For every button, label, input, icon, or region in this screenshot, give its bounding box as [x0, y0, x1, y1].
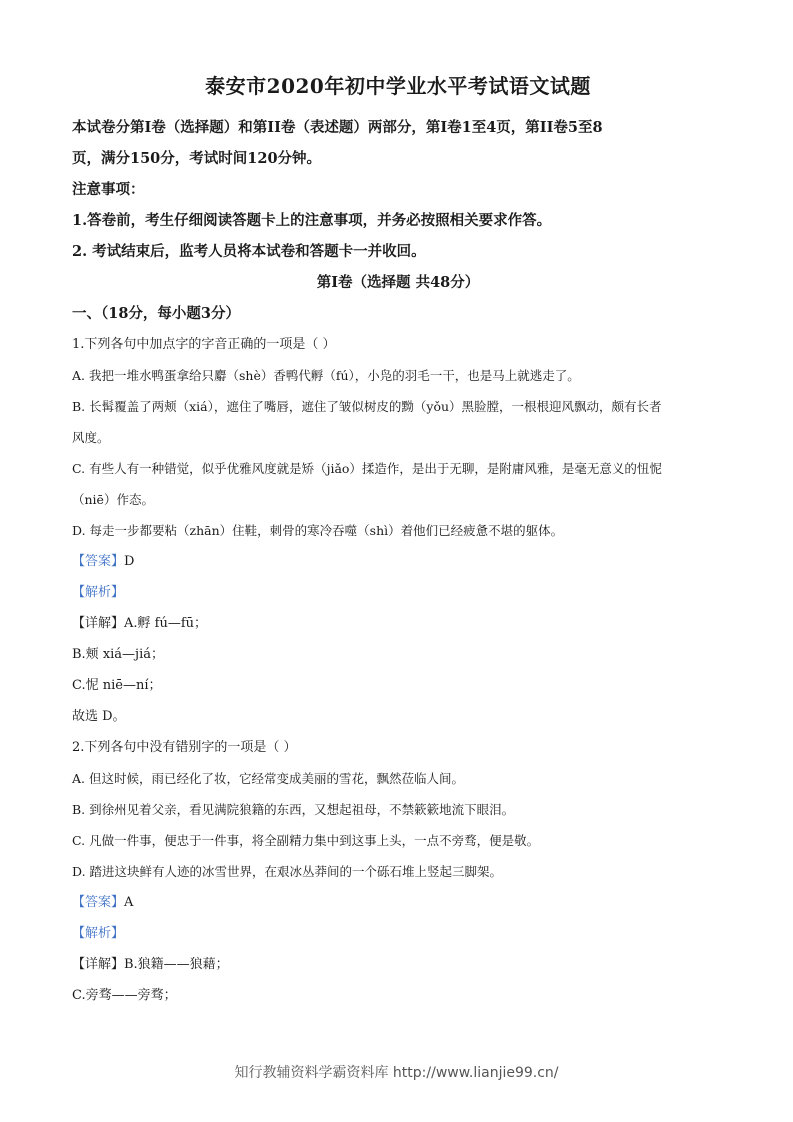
question-2-detail-2: C.旁骛——旁骛；	[72, 988, 177, 1003]
question-1-detail-2: B.颊 xiá—jiá；	[72, 647, 164, 662]
question-2-detail-1: 【详解】B.狼籍——狼藉；	[72, 957, 229, 972]
question-1-option-d: D. 每走一步都要粘（zhān）住鞋，刺骨的寒冷吞噬（shì）着他们已经疲惫不堪的躯体。	[72, 523, 564, 538]
question-1-option-a: A. 我把一堆水鸭蛋拿给只麝（shè）香鸭代孵（fú），小凫的羽毛一干，也是马上就逃走了。	[72, 368, 580, 383]
question-1-option-b-line2: 风度。	[72, 430, 110, 445]
exam-page	[72, 70, 724, 1011]
question-2-answer	[72, 887, 724, 918]
question-1-stem: 1.下列各句中加点字的字音正确的一项是（ ）	[72, 337, 336, 352]
question-2	[72, 732, 724, 1011]
exam-title: 泰安市2020年初中学业水平考试语文试题	[205, 74, 591, 98]
analysis-label: 【解析】	[72, 926, 125, 941]
notice-item-1: 1.答卷前，考生仔细阅读答题卡上的注意事项，并务必按照相关要求作答。	[72, 212, 552, 229]
intro-line-1: 本试卷分第Ⅰ卷（选择题）和第II卷（表述题）两部分，第Ⅰ卷1至4页，第II卷5至8	[72, 119, 603, 136]
question-2-option-c: C. 凡做一件事，便忠于一件事，将全副精力集中到这事上头，一点不旁骛，便是敬。	[72, 833, 540, 848]
answer-label: 【答案】	[72, 554, 125, 569]
question-1	[72, 329, 724, 732]
footer-link[interactable]: 知行教辅资料学霸资料库 http://www.lianjie99.cn/	[234, 1065, 559, 1081]
question-1-option-b-line1: B. 长髯覆盖了两颊（xiá），遮住了嘴唇，遮住了皱似树皮的黝（yǒu）黑脸膛，一根根迎风飘动，颇有长者	[72, 399, 662, 414]
answer-label: 【答案】	[72, 895, 125, 910]
notice-title: 注意事项：	[72, 181, 145, 198]
answer-value: D	[124, 554, 135, 569]
question-1-option-c-line2: （niē）作态。	[72, 492, 154, 507]
section-heading: 第Ⅰ卷（选择题 共48分）	[316, 274, 480, 291]
question-2-option-d: D. 踏进这块鲜有人迹的冰雪世界，在艰冰丛莽间的一个砾石堆上竖起三脚架。	[72, 864, 503, 879]
answer-value: A	[124, 895, 134, 910]
question-2-option-a: A. 但这时候，雨已经化了妆，它经常变成美丽的雪花，飘然莅临人间。	[72, 771, 464, 786]
question-1-option-c-line1: C. 有些人有一种错觉，似乎优雅风度就是矫（jiǎo）揉造作，是出于无聊，是附庸风雅，是毫无意义的忸怩	[72, 461, 662, 476]
question-1-answer	[72, 546, 724, 577]
analysis-label: 【解析】	[72, 585, 125, 600]
notice-item-2: 2. 考试结束后，监考人员将本试卷和答题卡一并收回。	[72, 243, 426, 260]
question-1-detail-1: 【详解】A.孵 fú—fū；	[72, 616, 208, 631]
part-heading: 一、（18分，每小题3分）	[72, 305, 241, 322]
question-2-option-b: B. 到徐州见着父亲，看见满院狼籍的东西，又想起祖母，不禁簌簌地流下眼泪。	[72, 802, 515, 817]
question-1-detail-3: C.怩 niē—ní；	[72, 678, 162, 693]
question-2-stem: 2.下列各句中没有错别字的一项是（ ）	[72, 740, 297, 755]
intro-line-2: 页，满分150分，考试时间120分钟。	[72, 150, 322, 167]
question-1-detail-4: 故选 D。	[72, 709, 126, 724]
